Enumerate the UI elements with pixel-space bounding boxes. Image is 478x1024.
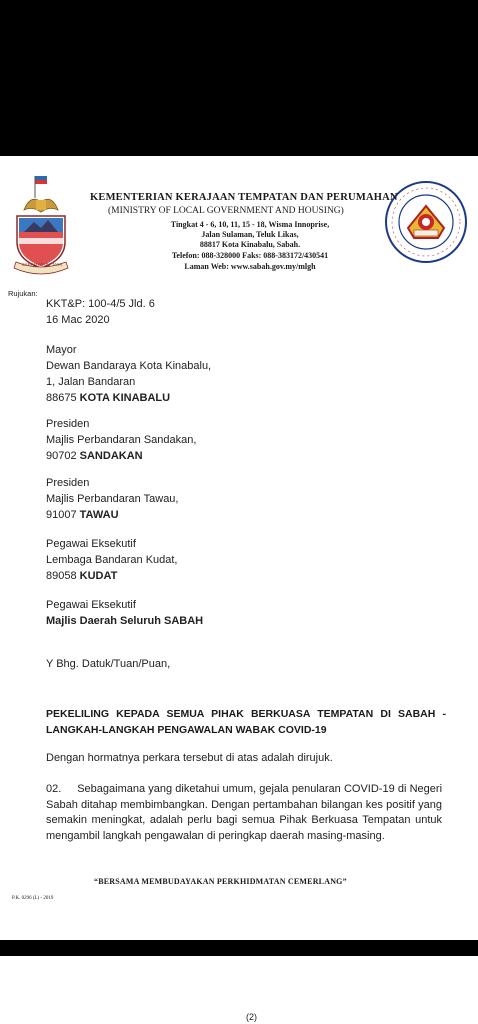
recipient-org: Majlis Perbandaran Sandakan, — [46, 434, 197, 446]
contact-website: Laman Web: www.sabah.gov.my/mlgh — [184, 262, 316, 271]
recipient-org: Dewan Bandaraya Kota Kinabalu, — [46, 360, 212, 372]
recipient-postcode: 89058 — [46, 570, 77, 582]
recipient-title: Pegawai Eksekutif — [46, 538, 136, 550]
recipient-org: Majlis Daerah Seluruh SABAH — [46, 615, 204, 627]
recipient-org: Majlis Perbandaran Tawau, — [46, 493, 179, 505]
screen-bottom-black-bar — [0, 940, 478, 956]
sabah-crest-logo — [10, 172, 72, 276]
paragraph-number: 02. — [46, 783, 62, 795]
recipient-title: Mayor — [46, 344, 77, 356]
footer-motto: “BERSAMA MEMBUDAYAKAN PERKHIDMATAN CEMERLANG” — [94, 877, 347, 886]
form-code: P.K. 0296 (L) - 2019 — [12, 896, 54, 901]
recipient-tawau — [46, 475, 178, 523]
recipient-title: Presiden — [46, 418, 90, 430]
subject-heading: PEKELILING KEPADA SEMUA PIHAK BERKUASA TEMPATAN DI SABAH - LANGKAH-LANGKAH PENGAWALAN WABAK COVID-19 — [46, 708, 446, 736]
reference-label: Rujukan: — [8, 289, 38, 298]
recipient-district-council — [46, 597, 203, 629]
recipient-postcode: 91007 — [46, 509, 77, 521]
address-line-1: Tingkat 4 - 6, 10, 11, 15 - 18, Wisma Innoprise, — [170, 220, 330, 229]
recipient-title: Presiden — [46, 477, 90, 489]
ministry-name-english: (MINISTRY OF LOCAL GOVERNMENT AND HOUSING) — [108, 206, 344, 216]
recipient-city: KUDAT — [79, 570, 118, 582]
recipient-postcode: 90702 — [46, 450, 77, 462]
opening-sentence: Dengan hormatnya perkara tersebut di atas adalah dirujuk. — [46, 752, 333, 764]
recipient-sandakan — [46, 416, 196, 464]
recipient-postcode: 88675 — [46, 392, 77, 404]
ministry-name-malay: KEMENTERIAN KERAJAAN TEMPATAN DAN PERUMAHAN — [90, 192, 398, 203]
recipient-kota-kinabalu — [46, 342, 211, 406]
address-line-2: Jalan Sulaman, Teluk Likas, — [201, 230, 299, 239]
address-line-3: 88817 Kota Kinabalu, Sabah. — [199, 240, 301, 249]
letter-date: 16 Mac 2020 — [46, 314, 110, 326]
paragraph-text: Sebagaimana yang diketahui umum, gejala penularan COVID-19 di Negeri Sabah ditahap membimbangkan. Dengan pertambahan bilangan kes positif yang semakin meningkat, adalah perlu bagi semua Pihak Berkuasa Tempatan untuk mengambil langkah pengawalan di peringkap daerah masing-masing. — [46, 783, 443, 842]
recipient-title: Pegawai Eksekutif — [46, 599, 136, 611]
recipient-street: 1, Jalan Bandaran — [46, 376, 136, 388]
recipient-kudat — [46, 536, 178, 584]
recipient-city: SANDAKAN — [79, 450, 143, 462]
reference-number: KKT&P: 100-4/5 Jld. 6 — [46, 298, 155, 310]
salutation: Y Bhg. Datuk/Tuan/Puan, — [46, 658, 171, 670]
contact-phone-fax: Telefon: 088-328000 Faks: 088-383172/430541 — [171, 251, 329, 260]
recipient-city: TAWAU — [79, 509, 119, 521]
paragraph-02 — [46, 782, 442, 844]
page-number: (2) — [246, 1012, 257, 1022]
recipient-org: Lembaga Bandaran Kudat, — [46, 554, 178, 566]
screen-top-black-area — [0, 0, 478, 156]
recipient-city: KOTA KINABALU — [79, 392, 171, 404]
crest-motto-ribbon: SABAH MAJU JAYA — [21, 262, 63, 267]
